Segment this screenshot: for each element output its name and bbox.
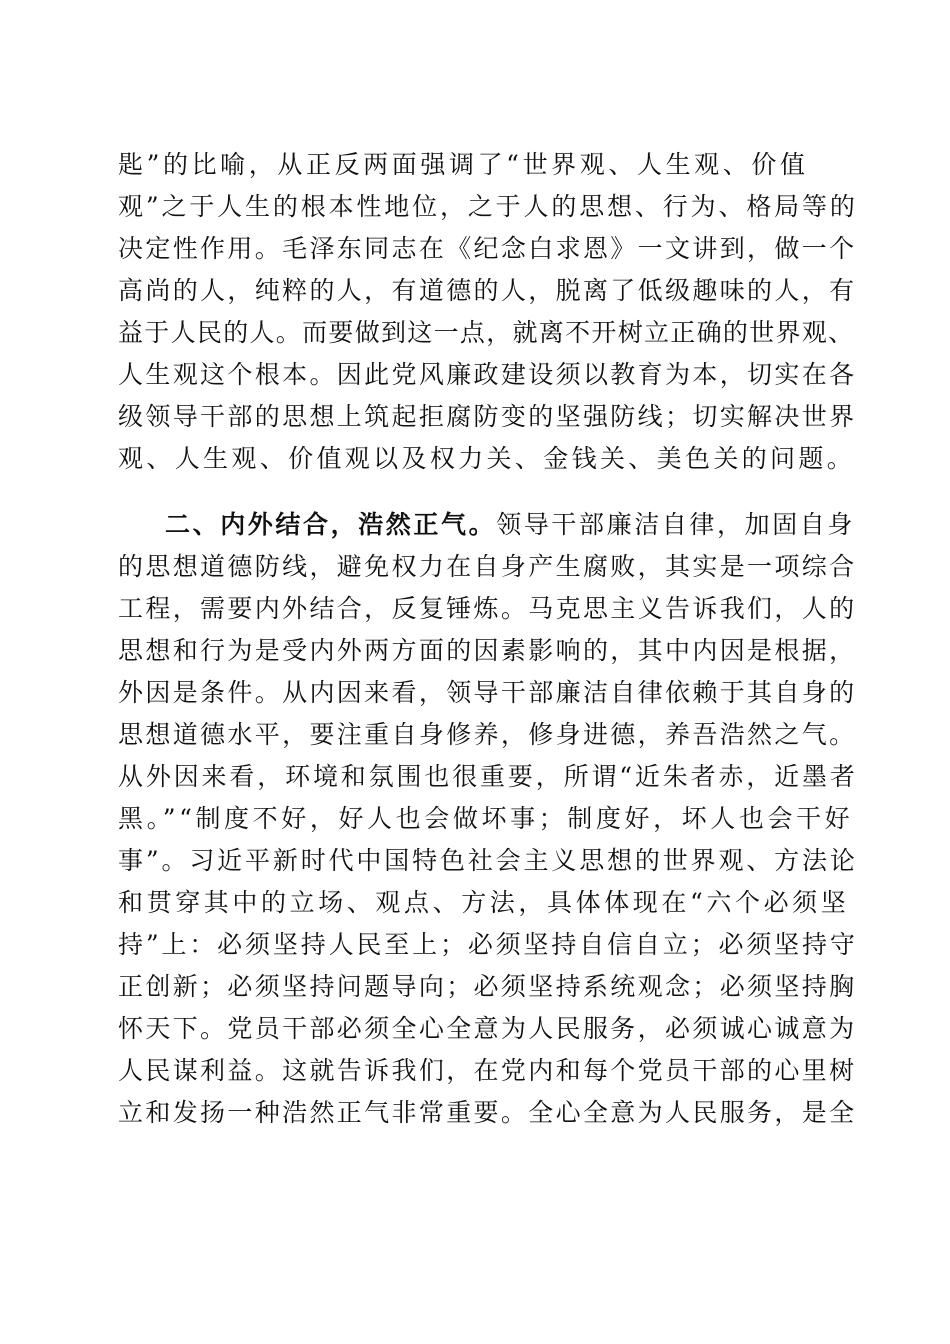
section2-heading: 二、内外结合，浩然正气。 bbox=[165, 510, 497, 539]
section2-line-7: 从外因来看，环境和氛围也很重要，所谓“近朱者赤，近墨者 bbox=[118, 762, 858, 791]
section2-line-13: 怀天下。党员干部必须全心全意为人民服务，必须诚心诚意为 bbox=[118, 1014, 857, 1043]
section2-first-line-text: 领导干部廉洁自律，加固自身 bbox=[496, 510, 856, 539]
paragraph1-line-3: 决定性作用。毛泽东同志在《纪念白求恩》一文讲到，做一个 bbox=[118, 234, 857, 263]
paragraph1-line-4: 高尚的人，纯粹的人，有道德的人，脱离了低级趣味的人，有 bbox=[118, 276, 857, 305]
section2-line-12: 正创新；必须坚持问题导向；必须坚持系统观念；必须坚持胸 bbox=[118, 972, 857, 1001]
paragraph1-line-2: 观”之于人生的根本性地位，之于人的思想、行为、格局等的 bbox=[118, 192, 858, 221]
section2-first-line bbox=[165, 505, 858, 545]
section2-line-5: 外因是条件。从内因来看，领导干部廉洁自律依赖于其自身的 bbox=[118, 678, 857, 707]
paragraph1-line-1: 匙”的比喻，从正反两面强调了“世界观、人生观、价值 bbox=[118, 150, 809, 179]
paragraph1-line-7: 级领导干部的思想上筑起拒腐防变的坚强防线；切实解决世界 bbox=[118, 402, 857, 431]
section2-line-14: 人民谋利益。这就告诉我们，在党内和每个党员干部的心里树 bbox=[118, 1056, 857, 1085]
section2-line-3: 工程，需要内外结合，反复锤炼。马克思主义告诉我们，人的 bbox=[118, 594, 857, 623]
section2-line-2: 的思想道德防线，避免权力在自身产生腐败，其实是一项综合 bbox=[118, 552, 857, 581]
section2-line-6: 思想道德水平，要注重自身修养，修身进德，养吾浩然之气。 bbox=[118, 720, 857, 749]
section2-line-8: 黑。”“制度不好，好人也会做坏事；制度好，坏人也会干好 bbox=[118, 804, 854, 833]
section2-line-15: 立和发扬一种浩然正气非常重要。全心全意为人民服务，是全 bbox=[118, 1098, 857, 1127]
section2-line-10: 和贯穿其中的立场、观点、方法，具体体现在“六个必须坚 bbox=[118, 888, 850, 917]
section2-line-9: 事”。习近平新时代中国特色社会主义思想的世界观、方法论 bbox=[118, 846, 858, 875]
paragraph1-line-5: 益于人民的人。而要做到这一点，就离不开树立正确的世界观、 bbox=[118, 318, 855, 347]
section2-line-4: 思想和行为是受内外两方面的因素影响的，其中内因是根据， bbox=[118, 636, 857, 665]
section2-line-11: 持”上：必须坚持人民至上；必须坚持自信自立；必须坚持守 bbox=[118, 930, 858, 959]
paragraph1-line-6: 人生观这个根本。因此党风廉政建设须以教育为本，切实在各 bbox=[118, 360, 857, 389]
paragraph1-line-8: 观、人生观、价值观以及权力关、金钱关、美色关的问题。 bbox=[118, 444, 856, 473]
